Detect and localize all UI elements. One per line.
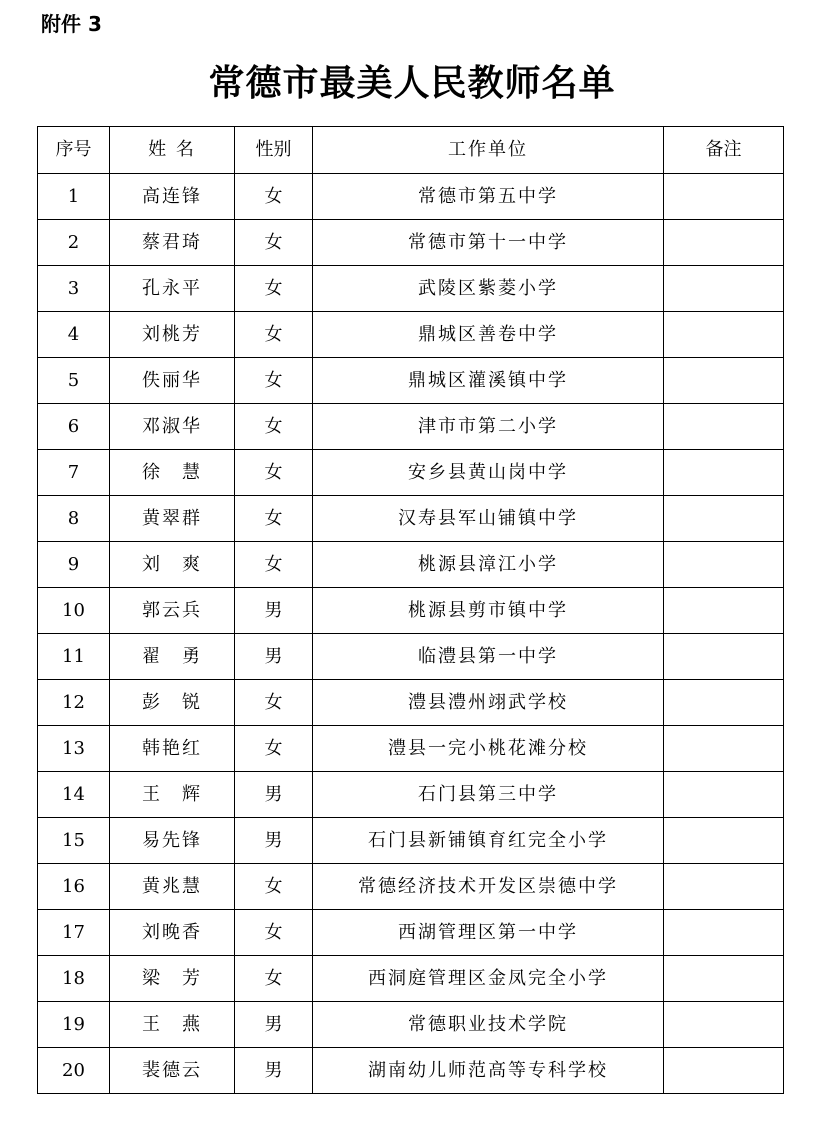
- note-cell: [664, 956, 784, 1002]
- gender-cell: 女: [235, 864, 313, 910]
- teacher-name-cell: 王 燕: [110, 1002, 235, 1048]
- row-number-cell: 19: [38, 1002, 110, 1048]
- row-number-cell: 17: [38, 910, 110, 956]
- work-unit-cell: 桃源县剪市镇中学: [313, 588, 664, 634]
- work-unit-cell: 武陵区紫菱小学: [313, 266, 664, 312]
- note-cell: [664, 1048, 784, 1094]
- table-row: [38, 910, 784, 956]
- teacher-name-cell: 王 辉: [110, 772, 235, 818]
- note-cell: [664, 220, 784, 266]
- teacher-name-cell: 刘 爽: [110, 542, 235, 588]
- table-row: [38, 266, 784, 312]
- note-cell: [664, 496, 784, 542]
- row-number-cell: 16: [38, 864, 110, 910]
- table-row: [38, 772, 784, 818]
- gender-cell: 女: [235, 726, 313, 772]
- table-row: [38, 496, 784, 542]
- gender-cell: 男: [235, 588, 313, 634]
- teacher-name-cell: 高连锋: [110, 174, 235, 220]
- row-number-cell: 7: [38, 450, 110, 496]
- table-row: [38, 634, 784, 680]
- gender-cell: 女: [235, 266, 313, 312]
- table-row: [38, 358, 784, 404]
- teacher-name-cell: 易先锋: [110, 818, 235, 864]
- gender-cell: 女: [235, 680, 313, 726]
- note-cell: [664, 818, 784, 864]
- note-cell: [664, 772, 784, 818]
- row-number-cell: 3: [38, 266, 110, 312]
- teacher-name-cell: 裴德云: [110, 1048, 235, 1094]
- work-unit-cell: 安乡县黄山岗中学: [313, 450, 664, 496]
- table-row: [38, 542, 784, 588]
- teacher-name-cell: 邓淑华: [110, 404, 235, 450]
- gender-cell: 女: [235, 956, 313, 1002]
- work-unit-cell: 西洞庭管理区金凤完全小学: [313, 956, 664, 1002]
- teacher-name-cell: 郭云兵: [110, 588, 235, 634]
- row-number-cell: 4: [38, 312, 110, 358]
- table-row: [38, 726, 784, 772]
- work-unit-cell: 常德市第五中学: [313, 174, 664, 220]
- row-number-cell: 10: [38, 588, 110, 634]
- gender-cell: 女: [235, 910, 313, 956]
- attachment-label: 附件 3: [41, 12, 102, 36]
- note-cell: [664, 726, 784, 772]
- header-note: 备注: [664, 127, 784, 174]
- gender-cell: 女: [235, 404, 313, 450]
- teacher-name-cell: 佚丽华: [110, 358, 235, 404]
- note-cell: [664, 1002, 784, 1048]
- note-cell: [664, 404, 784, 450]
- work-unit-cell: 湖南幼儿师范高等专科学校: [313, 1048, 664, 1094]
- work-unit-cell: 津市市第二小学: [313, 404, 664, 450]
- row-number-cell: 6: [38, 404, 110, 450]
- table-row: [38, 1048, 784, 1094]
- work-unit-cell: 汉寿县军山铺镇中学: [313, 496, 664, 542]
- work-unit-cell: 鼎城区善卷中学: [313, 312, 664, 358]
- gender-cell: 男: [235, 634, 313, 680]
- note-cell: [664, 864, 784, 910]
- note-cell: [664, 588, 784, 634]
- gender-cell: 男: [235, 818, 313, 864]
- row-number-cell: 20: [38, 1048, 110, 1094]
- gender-cell: 男: [235, 772, 313, 818]
- gender-cell: 女: [235, 542, 313, 588]
- note-cell: [664, 312, 784, 358]
- note-cell: [664, 450, 784, 496]
- note-cell: [664, 542, 784, 588]
- row-number-cell: 14: [38, 772, 110, 818]
- gender-cell: 男: [235, 1002, 313, 1048]
- row-number-cell: 15: [38, 818, 110, 864]
- work-unit-cell: 常德职业技术学院: [313, 1002, 664, 1048]
- table-row: [38, 404, 784, 450]
- row-number-cell: 18: [38, 956, 110, 1002]
- row-number-cell: 2: [38, 220, 110, 266]
- table-row: [38, 174, 784, 220]
- table-row: [38, 864, 784, 910]
- row-number-cell: 5: [38, 358, 110, 404]
- gender-cell: 女: [235, 450, 313, 496]
- work-unit-cell: 西湖管理区第一中学: [313, 910, 664, 956]
- header-no: 序号: [38, 127, 110, 174]
- teacher-name-cell: 韩艳红: [110, 726, 235, 772]
- teacher-roster-table: [37, 126, 784, 1094]
- note-cell: [664, 358, 784, 404]
- work-unit-cell: 鼎城区灌溪镇中学: [313, 358, 664, 404]
- teacher-name-cell: 黄兆慧: [110, 864, 235, 910]
- note-cell: [664, 680, 784, 726]
- teacher-name-cell: 梁 芳: [110, 956, 235, 1002]
- teacher-name-cell: 彭 锐: [110, 680, 235, 726]
- row-number-cell: 12: [38, 680, 110, 726]
- row-number-cell: 11: [38, 634, 110, 680]
- work-unit-cell: 石门县第三中学: [313, 772, 664, 818]
- teacher-name-cell: 刘晚香: [110, 910, 235, 956]
- work-unit-cell: 临澧县第一中学: [313, 634, 664, 680]
- table-row: [38, 312, 784, 358]
- table-row: [38, 450, 784, 496]
- header-gender: 性别: [235, 127, 313, 174]
- teacher-name-cell: 蔡君琦: [110, 220, 235, 266]
- gender-cell: 女: [235, 496, 313, 542]
- work-unit-cell: 常德市第十一中学: [313, 220, 664, 266]
- work-unit-cell: 澧县澧州翊武学校: [313, 680, 664, 726]
- row-number-cell: 8: [38, 496, 110, 542]
- row-number-cell: 9: [38, 542, 110, 588]
- row-number-cell: 1: [38, 174, 110, 220]
- teacher-name-cell: 徐 慧: [110, 450, 235, 496]
- gender-cell: 女: [235, 358, 313, 404]
- teacher-name-cell: 翟 勇: [110, 634, 235, 680]
- note-cell: [664, 910, 784, 956]
- work-unit-cell: 桃源县漳江小学: [313, 542, 664, 588]
- work-unit-cell: 澧县一完小桃花滩分校: [313, 726, 664, 772]
- gender-cell: 男: [235, 1048, 313, 1094]
- teacher-name-cell: 孔永平: [110, 266, 235, 312]
- table-body: [38, 174, 784, 1094]
- note-cell: [664, 266, 784, 312]
- table-row: [38, 956, 784, 1002]
- note-cell: [664, 174, 784, 220]
- document-title: 常德市最美人民教师名单: [208, 63, 616, 104]
- table-row: [38, 220, 784, 266]
- gender-cell: 女: [235, 174, 313, 220]
- gender-cell: 女: [235, 220, 313, 266]
- table-row: [38, 588, 784, 634]
- work-unit-cell: 石门县新铺镇育红完全小学: [313, 818, 664, 864]
- table-header-row: [38, 127, 784, 174]
- teacher-name-cell: 黄翠群: [110, 496, 235, 542]
- teacher-name-cell: 刘桃芳: [110, 312, 235, 358]
- work-unit-cell: 常德经济技术开发区崇德中学: [313, 864, 664, 910]
- table-row: [38, 680, 784, 726]
- table-row: [38, 1002, 784, 1048]
- row-number-cell: 13: [38, 726, 110, 772]
- header-unit: 工作单位: [313, 127, 664, 174]
- table-row: [38, 818, 784, 864]
- gender-cell: 女: [235, 312, 313, 358]
- header-name: 姓 名: [110, 127, 235, 174]
- note-cell: [664, 634, 784, 680]
